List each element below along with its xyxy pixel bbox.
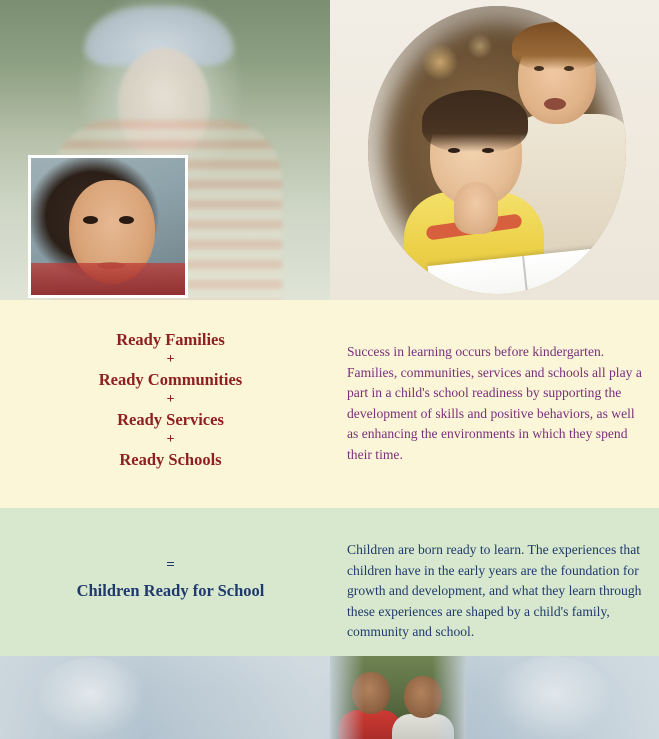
equation-term-ready-families: Ready Families [116, 330, 225, 349]
adult-eye-right [564, 66, 574, 71]
equation-result-label: Children Ready for School [76, 581, 265, 600]
inset-portrait-photo [28, 155, 188, 298]
equation-terms-column [0, 300, 341, 470]
child-eye-left [448, 148, 460, 153]
equation-term-ready-communities: Ready Communities [98, 370, 243, 389]
equation-term-ready-services: Ready Services [117, 410, 224, 429]
child-hair [422, 90, 528, 152]
cream-band-paragraph: Success in learning occurs before kindergarten. Families, communities, services and schools all play a part in a child's school readiness by supporting the development of skills and positive behaviors, as well as enhancing the environments in which they spend their time. [347, 344, 642, 462]
hero-left-photo-child-face [118, 48, 210, 158]
child-eye-right [482, 148, 494, 153]
child-hands [454, 182, 498, 234]
footer-photo-band [0, 656, 659, 739]
hero-photo-band [0, 0, 659, 300]
adult-eye-left [534, 66, 544, 71]
adult-hair [512, 22, 602, 70]
cream-band-text-column [347, 342, 647, 465]
footer-photo-fade-left [330, 656, 364, 739]
green-content-band [0, 508, 659, 656]
hero-right-photo [330, 0, 659, 300]
inset-portrait-eye-left [83, 216, 98, 224]
green-band-text-column [347, 540, 647, 643]
equation-operator-plus-3: + [166, 432, 175, 447]
equation-result-column [0, 508, 341, 604]
equation-operator-plus-1: + [166, 352, 175, 367]
equation-operator-equals: = [166, 557, 175, 573]
cream-content-band [0, 300, 659, 508]
circular-photo-frame [368, 6, 626, 294]
footer-photo-fade-right [432, 656, 466, 739]
inset-portrait-eye-right [119, 216, 134, 224]
footer-ghost-image-right [493, 656, 613, 739]
footer-ghost-image-left [36, 658, 146, 738]
equation-term-ready-schools: Ready Schools [119, 450, 222, 469]
inset-portrait-shirt [31, 263, 188, 295]
equation-operator-plus-2: + [166, 392, 175, 407]
adult-mouth [544, 98, 566, 110]
green-band-paragraph: Children are born ready to learn. The experiences that children have in the early years are the foundation for growth and development, and what they learn through these experiences are shaped by a child's family, community and school. [347, 542, 642, 639]
